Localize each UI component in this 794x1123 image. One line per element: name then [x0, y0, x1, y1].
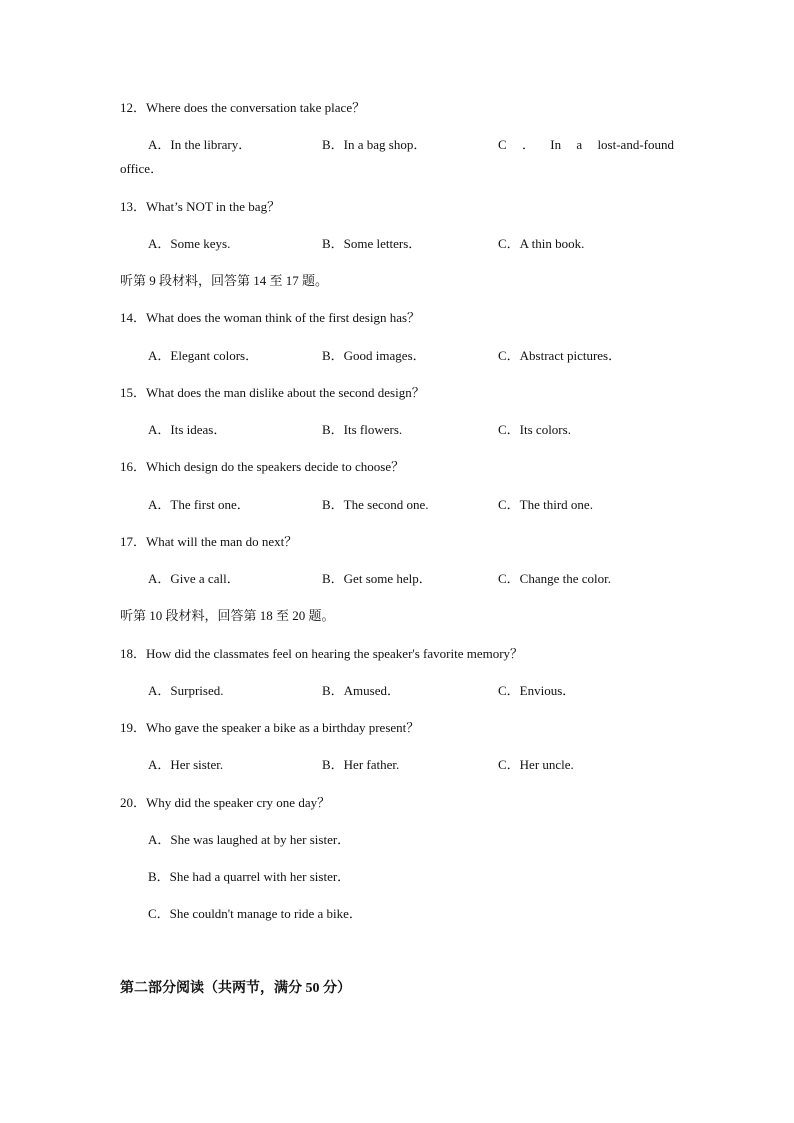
question-18-option-c: C．Envious．: [498, 683, 576, 698]
question-13-option-b: B．Some letters．: [322, 236, 422, 251]
question-14-option-a: A．Elegant colors．: [148, 348, 259, 363]
question-17-option-b: B．Get some help．: [322, 571, 432, 586]
question-19-option-b: B．Her father.: [322, 757, 400, 772]
question-17-stem: 17．What will the man do next？: [120, 534, 298, 549]
question-12-option-c: [498, 137, 674, 153]
question-16-stem: 16．Which design do the speakers decide to choose？: [120, 459, 405, 474]
question-18-stem: 18．How did the classmates feel on hearing the speaker's favorite memory？: [120, 646, 524, 661]
question-14-option-c: C．Abstract pictures．: [498, 348, 622, 363]
question-20-stem: 20．Why did the speaker cry one day？: [120, 795, 331, 810]
question-19-stem: 19．Who gave the speaker a bike as a birthday present？: [120, 720, 420, 735]
option-c-letter: C: [498, 137, 507, 152]
question-20-option-b: B．She had a quarrel with her sister．: [148, 869, 351, 884]
question-14-stem: 14．What does the woman think of the first design has？: [120, 310, 421, 325]
section-10-instruction: 听第 10 段材料，回答第 18 至 20 题。: [120, 608, 335, 623]
option-c-word-a: a: [576, 137, 583, 152]
question-13-stem: 13．What’s NOT in the bag？: [120, 199, 281, 214]
question-16-option-c: C．The third one.: [498, 497, 593, 512]
question-12-option-b: B．In a bag shop．: [322, 137, 427, 152]
question-19-option-c: C．Her uncle.: [498, 757, 574, 772]
question-16-option-a: A．The first one．: [148, 497, 250, 512]
question-14-option-b: B．Good images．: [322, 348, 426, 363]
option-c-dot: ．: [521, 137, 535, 152]
question-15-option-c: C．Its colors.: [498, 422, 571, 437]
question-13-option-c: C．A thin book.: [498, 236, 585, 251]
option-c-word-lost: lost-and-found: [597, 137, 674, 152]
question-15-option-b: B．Its flowers.: [322, 422, 403, 437]
question-12-stem: 12．Where does the conversation take place？: [120, 100, 366, 115]
question-15-option-a: A．Its ideas．: [148, 422, 227, 437]
question-20-option-c: C．She couldn't manage to ride a bike．: [148, 906, 362, 921]
question-18-option-b: B．Amused．: [322, 683, 401, 698]
question-16-option-b: B．The second one.: [322, 497, 429, 512]
question-13-option-a: A．Some keys.: [148, 236, 231, 251]
question-12-option-a: A．In the library．: [148, 137, 252, 152]
question-19-option-a: A．Her sister.: [148, 757, 224, 772]
question-12-option-c-wrap: office．: [120, 161, 164, 176]
question-17-option-a: A．Give a call．: [148, 571, 240, 586]
section-9-instruction: 听第 9 段材料，回答第 14 至 17 题。: [120, 273, 329, 288]
option-c-word-in: In: [550, 137, 562, 152]
question-17-option-c: C．Change the color.: [498, 571, 612, 586]
question-18-option-a: A．Surprised.: [148, 683, 224, 698]
question-15-stem: 15．What does the man dislike about the second design？: [120, 385, 425, 400]
part-two-heading: 第二部分阅读（共两节，满分 50 分）: [120, 981, 351, 996]
question-20-option-a: A．She was laughed at by her sister．: [148, 832, 351, 847]
